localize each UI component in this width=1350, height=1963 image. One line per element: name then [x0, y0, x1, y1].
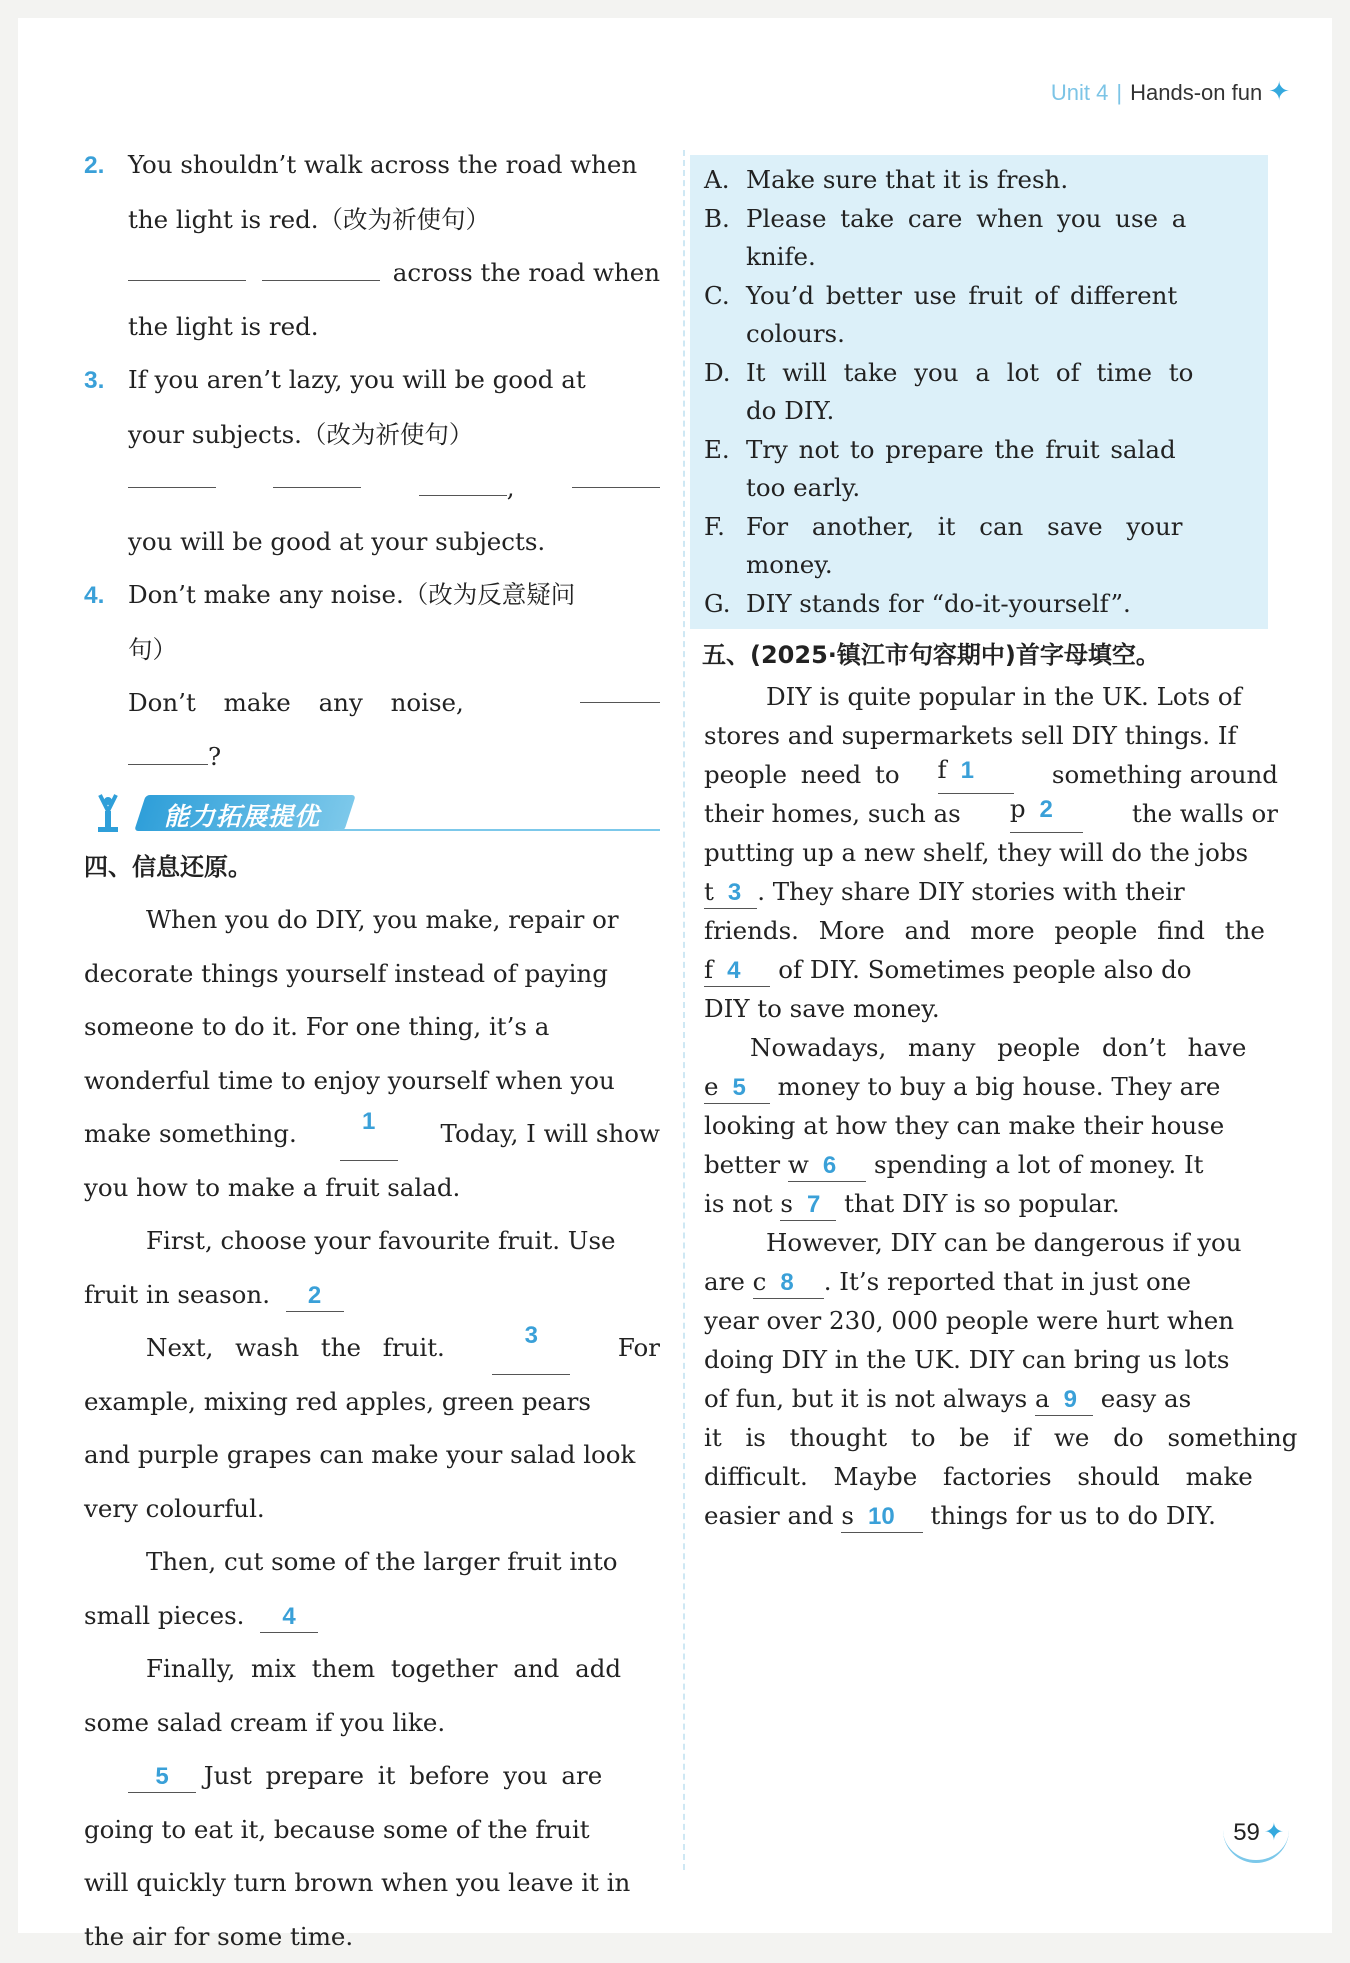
options-box [690, 155, 1268, 629]
option-key: B. [704, 200, 746, 277]
question-text: the light is red.（改为祈使句） [84, 193, 660, 247]
question-text: You shouldn’t walk across the road when [128, 150, 637, 179]
option-key: E. [704, 431, 746, 508]
passage-text: that DIY is so popular. [844, 1189, 1120, 1218]
passage-line: you how to make a fruit salad. [84, 1161, 660, 1215]
passage-line: decorate things yourself instead of paying [84, 947, 660, 1001]
answer-blank[interactable] [128, 738, 208, 765]
blank-number: 7 [807, 1191, 820, 1218]
option-text: For another, it can save your [746, 508, 1256, 547]
answer-blank[interactable] [1035, 1384, 1093, 1416]
answer-blank[interactable] [262, 254, 380, 281]
passage-line: First, choose your favourite fruit. Use [84, 1214, 660, 1268]
passage-text: something around [1052, 755, 1278, 794]
passage-line: will quickly turn brown when you leave it in [84, 1856, 660, 1910]
header-separator: | [1116, 80, 1122, 105]
answer-blank[interactable] [704, 1072, 770, 1104]
option-text: too early. [746, 469, 1256, 508]
passage-text: spending a lot of money. It [874, 1150, 1203, 1179]
section-title: 四、信息还原。 [84, 845, 660, 889]
passage-line: Nowadays, many people don’t have [704, 1028, 1278, 1067]
answer-blank[interactable]: 1 [340, 1107, 398, 1161]
question-2 [84, 138, 660, 353]
question-text: across the road when [393, 246, 660, 300]
question-text: ? [208, 742, 221, 771]
option-key: C. [704, 277, 746, 354]
passage-text: are [704, 1267, 745, 1296]
passage-line: However, DIY can be dangerous if you [704, 1223, 1278, 1262]
option-key: F. [704, 508, 746, 585]
option-text: knife. [746, 238, 1256, 277]
sparkle-icon: ✦ [1264, 1819, 1284, 1846]
option-b [704, 200, 1256, 277]
passage-text: Just prepare it before you are [204, 1761, 602, 1790]
option-key: D. [704, 354, 746, 431]
answer-blank[interactable] [572, 461, 660, 488]
passage-line: the air for some time. [84, 1910, 660, 1963]
question-text: Don’t make any noise.（改为反意疑问 [128, 580, 575, 609]
passage-line: difficult. Maybe factories should make [704, 1457, 1278, 1496]
passage-text: is not [704, 1189, 773, 1218]
initial-letter: a [1035, 1384, 1050, 1413]
option-text: Try not to prepare the fruit salad [746, 431, 1256, 470]
option-text: do DIY. [746, 392, 1256, 431]
passage-text: easy as [1101, 1384, 1192, 1413]
passage-line: very colourful. [84, 1482, 660, 1536]
initial-letter: p [1010, 794, 1026, 823]
passage-text: things for us to do DIY. [930, 1501, 1215, 1530]
question-text: the light is red. [84, 300, 660, 354]
passage-1 [84, 893, 660, 1963]
passage-text: of fun, but it is not always [704, 1384, 1027, 1413]
passage-line: and purple grapes can make your salad look [84, 1428, 660, 1482]
option-text: You’d better use fruit of different [746, 277, 1256, 316]
passage-text: For [618, 1321, 660, 1375]
banner-rule [334, 829, 660, 831]
answer-blank[interactable]: 3 [492, 1321, 570, 1375]
blank-number: 3 [728, 879, 741, 906]
answer-blank[interactable] [580, 676, 660, 703]
question-text: If you aren’t lazy, you will be good at [128, 365, 586, 394]
passage-line: example, mixing red apples, green pears [84, 1375, 660, 1429]
initial-letter: f [704, 955, 713, 984]
answer-blank[interactable] [704, 955, 770, 987]
passage-line: year over 230, 000 people were hurt when [704, 1301, 1278, 1340]
page-header [1051, 76, 1290, 107]
question-number: 3. [84, 354, 128, 408]
blank-number: 5 [733, 1074, 746, 1101]
answer-blank[interactable] [273, 461, 361, 488]
option-key: A. [704, 161, 746, 200]
answer-blank[interactable] [419, 469, 507, 496]
answer-blank[interactable]: 5 [128, 1762, 196, 1793]
option-d [704, 354, 1256, 431]
initial-letter: w [788, 1150, 809, 1179]
right-column [704, 155, 1278, 1535]
passage-text: make something. [84, 1107, 297, 1161]
blank-number: 10 [868, 1503, 895, 1530]
option-text: money. [746, 546, 1256, 585]
answer-blank[interactable] [753, 1267, 824, 1299]
passage-line: Then, cut some of the larger fruit into [84, 1535, 660, 1589]
passage-line: some salad cream if you like. [84, 1696, 660, 1750]
page-number [1233, 1818, 1284, 1847]
passage-line: looking at how they can make their house [704, 1106, 1278, 1145]
passage-line: friends. More and more people find the [704, 911, 1278, 950]
page-number-text: 59 [1233, 1819, 1260, 1846]
banner-title: 能力拓展提优 [164, 797, 320, 833]
question-text: Don’t make any noise, [128, 676, 464, 730]
passage-line: When you do DIY, you make, repair or [84, 893, 660, 947]
passage-text: money to buy a big house. They are [778, 1072, 1221, 1101]
question-number: 2. [84, 139, 128, 193]
initial-letter: f [938, 755, 947, 784]
passage-text: . It’s reported that in just one [824, 1267, 1191, 1296]
option-text: Make sure that it is fresh. [746, 165, 1068, 194]
passage-line: stores and supermarkets sell DIY things. If [704, 716, 1278, 755]
passage-text: their homes, such as [704, 794, 961, 833]
option-c [704, 277, 1256, 354]
blank-number: 8 [780, 1269, 793, 1296]
answer-blank[interactable] [128, 254, 246, 281]
question-4 [84, 568, 660, 783]
passage-line: it is thought to be if we do something [704, 1418, 1278, 1457]
answer-blank[interactable] [1010, 794, 1083, 833]
answer-blank[interactable]: 2 [286, 1281, 344, 1312]
passage-line: DIY is quite popular in the UK. Lots of [704, 677, 1278, 716]
blank-number: 4 [727, 957, 740, 984]
answer-blank[interactable] [938, 755, 1014, 794]
unit-label: Unit 4 [1051, 80, 1108, 105]
sparkle-icon: ✦ [1268, 76, 1290, 106]
blank-number: 1 [961, 757, 974, 784]
option-key: G. [704, 585, 746, 624]
answer-blank[interactable] [704, 877, 757, 909]
answer-blank[interactable] [780, 1189, 836, 1221]
answer-blank[interactable] [788, 1150, 866, 1182]
unit-topic: Hands-on fun [1130, 80, 1262, 105]
passage-line: someone to do it. For one thing, it’s a [84, 1000, 660, 1054]
option-a [704, 161, 1256, 200]
option-text: colours. [746, 315, 1256, 354]
question-number: 4. [84, 569, 128, 623]
initial-letter: t [704, 877, 714, 906]
left-column [84, 138, 660, 1963]
trophy-icon [88, 791, 128, 835]
column-divider [683, 150, 685, 1870]
passage-line: doing DIY in the UK. DIY can bring us lots [704, 1340, 1278, 1379]
question-text: you will be good at your subjects. [84, 515, 660, 569]
passage-text: easier and [704, 1501, 834, 1530]
passage-text: the walls or [1132, 794, 1278, 833]
option-text: It will take you a lot of time to [746, 354, 1256, 393]
passage-text: small pieces. [84, 1601, 244, 1630]
initial-letter: e [704, 1072, 719, 1101]
blank-number: 9 [1064, 1386, 1077, 1413]
passage-line: Finally, mix them together and add [84, 1642, 660, 1696]
passage-line: going to eat it, because some of the fruit [84, 1803, 660, 1857]
option-e [704, 431, 1256, 508]
answer-blank[interactable] [841, 1501, 922, 1533]
answer-blank[interactable] [128, 461, 216, 488]
section-title: 五、(2025·镇江市句容期中)首字母填空。 [702, 633, 1278, 677]
question-text: 句） [84, 623, 660, 677]
option-text: DIY stands for “do-it-yourself”. [746, 589, 1131, 618]
blank-number: 6 [823, 1152, 836, 1179]
passage-text: Next, wash the fruit. [146, 1321, 445, 1375]
blank-number: 2 [1040, 796, 1053, 823]
passage-text: people need to [704, 755, 900, 794]
passage-text: of DIY. Sometimes people also do [778, 955, 1191, 984]
passage-line: DIY to save money. [704, 989, 1278, 1028]
question-text: your subjects.（改为祈使句） [84, 408, 660, 462]
answer-blank[interactable]: 4 [260, 1602, 318, 1633]
section-banner [84, 789, 660, 835]
initial-letter: s [780, 1189, 793, 1218]
passage-line: putting up a new shelf, they will do the jobs [704, 833, 1278, 872]
option-f [704, 508, 1256, 585]
option-text: Please take care when you use a [746, 200, 1256, 239]
passage-text: better [704, 1150, 780, 1179]
initial-letter: s [841, 1501, 854, 1530]
passage-text: Today, I will show [441, 1107, 660, 1161]
passage-2 [704, 677, 1278, 1535]
question-3: 3. If you aren’t lazy, you will be good at your subjects.（改为祈使句） , you will be good at your subjects. [84, 353, 660, 568]
passage-text: fruit in season. [84, 1280, 270, 1309]
option-g [704, 585, 1256, 624]
passage-text: . They share DIY stories with their [757, 877, 1185, 906]
passage-line: wonderful time to enjoy yourself when you [84, 1054, 660, 1108]
initial-letter: c [753, 1267, 767, 1296]
